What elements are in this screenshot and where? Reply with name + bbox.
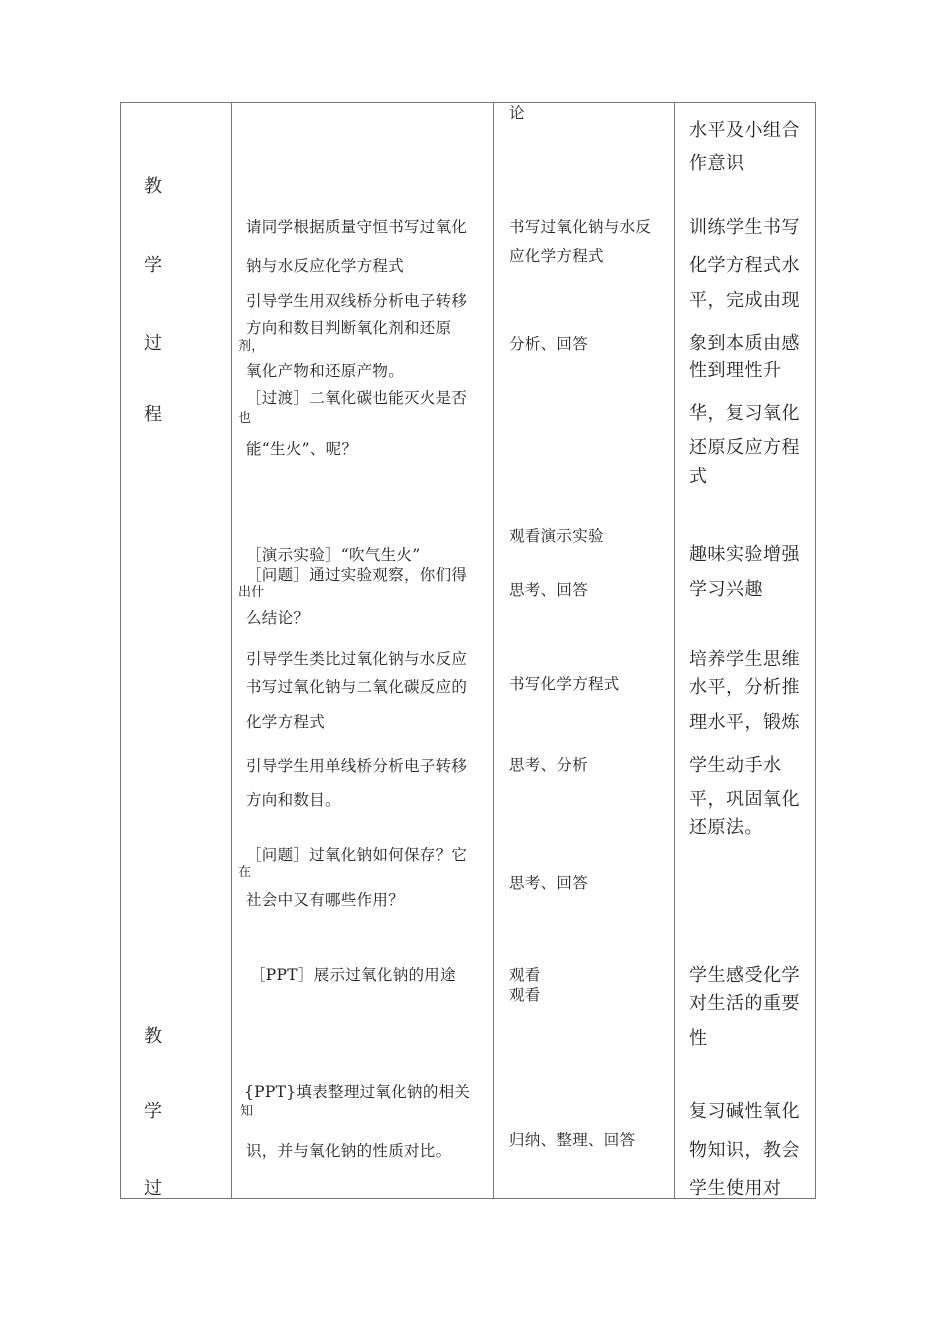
- design-intent-line: 对生活的重要: [689, 993, 800, 1014]
- teacher-activity-line: {PPT}填表整理过氧化钠的相关: [244, 1083, 471, 1101]
- student-activity-line: 分析、回答: [509, 335, 589, 353]
- design-intent-line: 式: [689, 466, 708, 487]
- teacher-activity-line: 引导学生用双线桥分析电子转移: [246, 292, 468, 310]
- section-label-char: 教: [144, 1026, 162, 1047]
- design-intent-line: 培养学生思维: [689, 649, 800, 670]
- student-activity-line: 应化学方程式: [509, 247, 604, 265]
- teacher-activity-line: 能“生火”、呢？: [246, 440, 358, 458]
- teacher-activity-line: 剂，: [238, 339, 265, 354]
- teacher-activity-line: 引导学生类比过氧化钠与水反应: [246, 650, 468, 668]
- student-activity-line: 观看: [509, 966, 541, 984]
- student-activity-line: 书写过氧化钠与水反: [509, 218, 652, 236]
- teacher-activity-line: 氧化产物和还原产物。: [246, 362, 405, 380]
- teacher-activity-line: 么结论？: [246, 609, 310, 627]
- section-label-char: 学: [144, 255, 162, 276]
- teacher-activity-line: 方向和数目判断氧化剂和还原: [246, 319, 452, 337]
- teacher-activity-line: 在: [238, 865, 252, 880]
- column-divider: [493, 102, 494, 1199]
- design-intent-line: 华，复习氧化: [689, 403, 800, 424]
- section-label-char: 过: [144, 333, 162, 354]
- design-intent-line: 象到本质由感: [689, 333, 800, 354]
- design-intent-line: 学生动手水: [689, 755, 782, 776]
- teacher-activity-line: ［过渡］二氧化碳也能灭火是否: [246, 389, 468, 407]
- student-activity-line: 书写化学方程式: [509, 675, 620, 693]
- student-activity-line: 思考、回答: [509, 581, 589, 599]
- teacher-activity-line: 引导学生用单线桥分析电子转移: [246, 757, 468, 775]
- teacher-activity-line: 知: [240, 1104, 254, 1119]
- student-activity-line: 思考、分析: [509, 756, 589, 774]
- design-intent-line: 学生使用对: [689, 1178, 782, 1199]
- teacher-activity-line: 方向和数目。: [246, 791, 341, 809]
- design-intent-line: 性到理性升: [689, 360, 782, 381]
- design-intent-line: 水平，分析推: [689, 677, 800, 698]
- column-divider: [231, 102, 232, 1199]
- section-label-char: 程: [144, 404, 162, 425]
- design-intent-line: 复习碱性氧化: [689, 1101, 800, 1122]
- student-activity-line: 观看: [509, 986, 541, 1004]
- design-intent-line: 还原反应方程: [689, 437, 800, 458]
- design-intent-line: 性: [689, 1028, 708, 1049]
- student-activity-line: 归纳、整理、回答: [509, 1131, 636, 1149]
- design-intent-line: 学习兴趣: [689, 579, 763, 600]
- design-intent-line: 理水平，锻炼: [689, 712, 800, 733]
- teacher-activity-line: 社会中又有哪些作用？: [246, 891, 405, 909]
- design-intent-line: 物知识，教会: [689, 1140, 800, 1161]
- design-intent-line: 训练学生书写: [689, 217, 800, 238]
- section-label-char: 学: [144, 1101, 162, 1122]
- design-intent-line: 学生感受化学: [689, 965, 800, 986]
- teacher-activity-line: ［PPT］展示过氧化钠的用途: [250, 966, 456, 984]
- design-intent-line: 化学方程式水: [689, 255, 800, 276]
- section-label-char: 教: [144, 176, 162, 197]
- design-intent-line: 作意识: [689, 153, 745, 174]
- design-intent-line: 还原法。: [689, 817, 763, 838]
- teacher-activity-line: 请同学根据质量守恒书写过氧化: [246, 218, 468, 236]
- teacher-activity-line: 也: [238, 411, 252, 426]
- design-intent-line: 水平及小组合: [689, 120, 800, 141]
- design-intent-line: 平，巩固氧化: [689, 789, 800, 810]
- teacher-activity-line: 书写过氧化钠与二氧化碳反应的: [246, 678, 468, 696]
- section-label-char: 过: [144, 1178, 162, 1199]
- teacher-activity-line: 钠与水反应化学方程式: [246, 257, 405, 275]
- design-intent-line: 趣味实验增强: [689, 544, 800, 565]
- teacher-activity-line: 出什: [238, 585, 265, 600]
- teacher-activity-line: ［问题］过氧化钠如何保存？它: [246, 846, 468, 864]
- teacher-activity-line: ［问题］通过实验观察，你们得: [246, 566, 468, 584]
- teacher-activity-line: ［演示实验］“吹气生火”: [246, 546, 421, 564]
- design-intent-line: 平，完成由现: [689, 290, 800, 311]
- student-activity-line: 观看演示实验: [509, 527, 604, 545]
- student-activity-line: 思考、回答: [509, 874, 589, 892]
- student-activity-line: 论: [509, 104, 525, 122]
- column-divider: [674, 102, 675, 1199]
- teacher-activity-line: 化学方程式: [246, 713, 326, 731]
- teacher-activity-line: 识，并与氧化钠的性质对比。: [246, 1142, 452, 1160]
